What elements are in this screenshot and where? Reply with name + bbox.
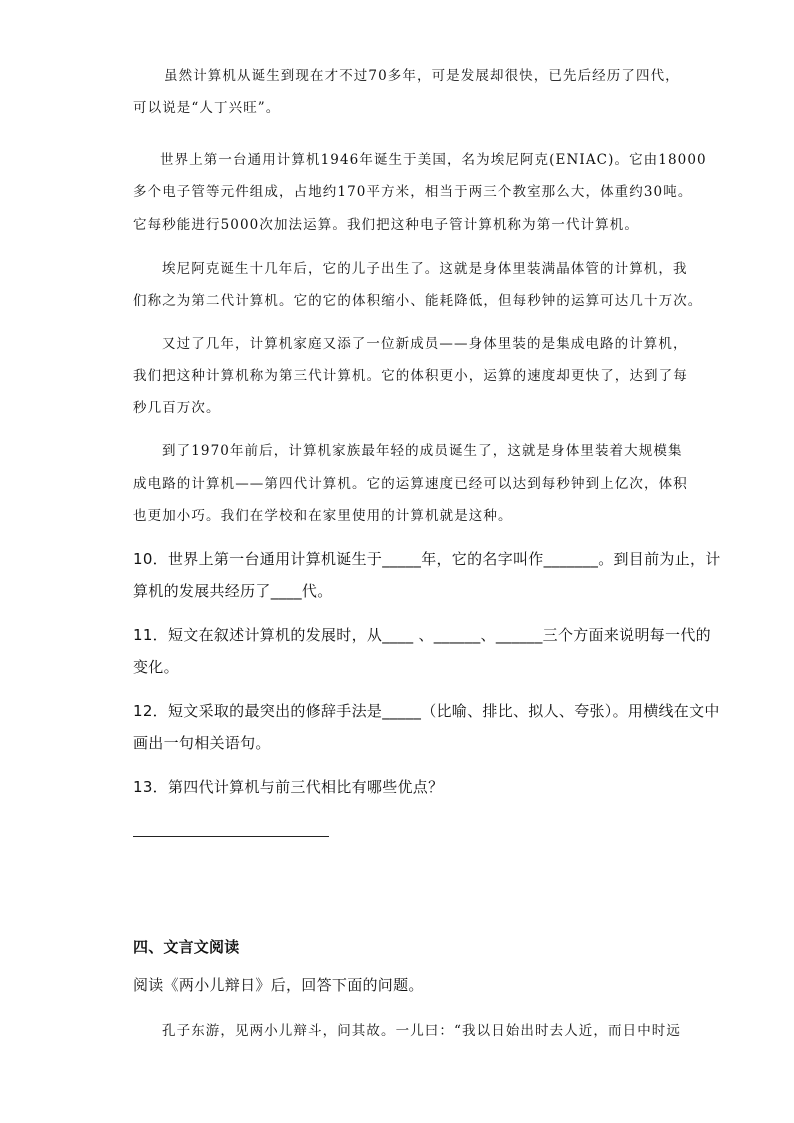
question-11-line1: 11．短文在叙述计算机的发展时，从____ 、______、______三个方面来说明每一代的 — [133, 626, 711, 644]
passage-p5-line3: 也更加小巧。我们在学校和在家里使用的计算机就是这种。 — [133, 508, 513, 524]
section-heading: 四、文言文阅读 — [133, 938, 240, 956]
passage-p2-line1: 世界上第一台通用计算机1946年诞生于美国，名为埃尼阿克(ENIAC)。它由18000 — [160, 152, 707, 168]
passage-p1-line1: 虽然计算机从诞生到现在才不过70多年，可是发展却很快，已先后经历了四代， — [164, 68, 680, 84]
passage-p5-line1: 到了1970年前后，计算机家族最年轻的成员诞生了，这就是身体里装着大规模集 — [162, 443, 683, 459]
question-13-line1: 13．第四代计算机与前三代相比有哪些优点？ — [133, 778, 444, 796]
question-10-line2: 算机的发展共经历了____代。 — [133, 582, 333, 600]
passage-p1-line2: 可以说是“人丁兴旺”。 — [133, 100, 281, 116]
passage-p4-line1: 又过了几年，计算机家庭又添了一位新成员——身体里装的是集成电路的计算机， — [162, 336, 688, 352]
question-12-line1: 12．短文采取的最突出的修辞手法是_____（比喻、排比、拟人、夸张）。用横线在文中 — [133, 702, 720, 720]
passage-p5-line2: 成电路的计算机——第四代计算机。它的运算速度已经可以达到每秒钟到上亿次，体积 — [133, 476, 688, 492]
question-10-line1: 10．世界上第一台通用计算机诞生于_____年，它的名字叫作_______。到目前为止，计 — [133, 550, 721, 568]
passage-p2-line2: 多个电子管等元件组成，占地约170平方米，相当于两三个教室那么大，体重约30吨。 — [133, 184, 693, 200]
question-12-line2: 画出一句相关语句。 — [133, 734, 271, 752]
passage-p4-line2: 我们把这种计算机称为第三代计算机。它的体积更小，运算的速度却更快了，达到了每 — [133, 368, 688, 384]
classical-text-line1: 孔子东游，见两小儿辩斗，问其故。一儿曰：“我以日始出时去人近，而日中时远 — [162, 1023, 682, 1039]
section-instruction: 阅读《两小儿辩日》后，回答下面的问题。 — [133, 976, 424, 994]
passage-p4-line3: 秒几百万次。 — [133, 400, 221, 416]
answer-blank-line[interactable] — [133, 836, 329, 837]
question-11-line2: 变化。 — [133, 658, 179, 676]
passage-p3-line1: 埃尼阿克诞生十几年后，它的儿子出生了。这就是身体里装满晶体管的计算机，我 — [162, 261, 688, 277]
passage-p2-line3: 它每秒能进行5000次加法运算。我们把这种电子管计算机称为第一代计算机。 — [133, 217, 639, 233]
passage-p3-line2: 们称之为第二代计算机。它的它的体积缩小、能耗降低，但每秒钟的运算可达几十万次。 — [133, 293, 703, 309]
